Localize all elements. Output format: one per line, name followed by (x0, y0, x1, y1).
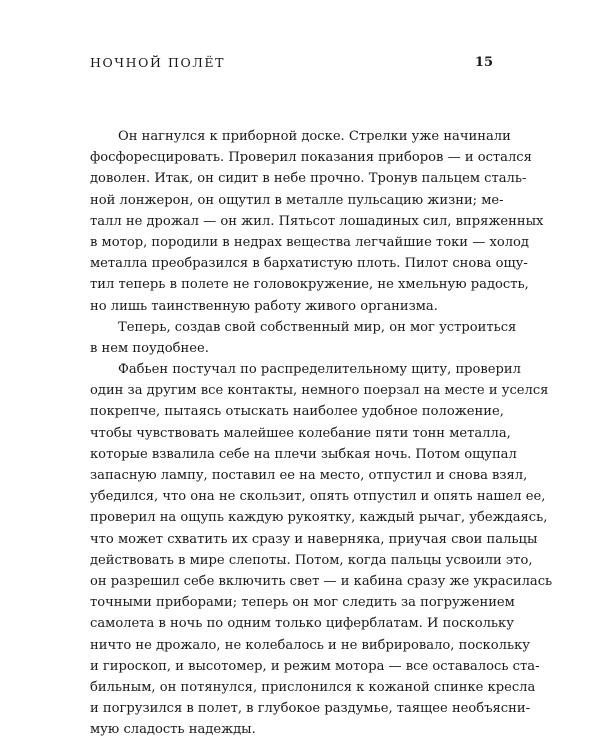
text-line: тил теперь в полете не головокружение, не хмельную радость, (90, 277, 529, 293)
text-line: покрепче, пытаясь отыскать наиболее удобное положение, (90, 404, 504, 420)
text-line: и гироскоп, и высотомер, и режим мотора — все оставалось ста- (90, 658, 540, 674)
running-head (90, 55, 493, 75)
text-line: ной лонжерон, он ощутил в металле пульсацию жизни; ме- (90, 192, 504, 208)
text-line: проверил на ощупь каждую рукоятку, каждый рычаг, убеждаясь, (90, 510, 548, 526)
text-line: точными приборами; теперь он мог следить за погружением (90, 595, 515, 611)
text-line: Теперь, создав свой собственный мир, он мог устроиться (118, 319, 517, 335)
text-line: один за другим все контакты, немного поерзал на месте и уселся (90, 383, 549, 399)
text-line: самолета в ночь по одним только циферблатам. И поскольку (90, 616, 514, 632)
text-line: действовать в мире слепоты. Потом, когда пальцы усвоили это, (90, 552, 533, 568)
text-line: запасную лампу, поставил ее на место, отпустил и снова взял, (90, 468, 528, 483)
text-line: которые взвалила себе на плечи зыбкая ночь. Потом ощупал (90, 446, 517, 462)
text-line: он разрешил себе включить свет — и кабина сразу же украсилась (90, 573, 553, 589)
text-line: доволен. Итак, он сидит в небе прочно. Тронув пальцем сталь- (90, 171, 527, 187)
body-text (90, 126, 553, 740)
text-line: что может схватить их сразу и наверняка, приучая свои пальцы (90, 531, 538, 547)
running-title: НОЧНОЙ ПОЛЁТ (90, 55, 226, 70)
text-line: в нем поудобнее. (90, 340, 209, 356)
text-line: в мотор, породили в недрах вещества легчайшие токи — холод (90, 234, 529, 250)
text-line: талл не дрожал — он жил. Пятьсот лошадиных сил, впряженных (90, 213, 544, 229)
page-number: 15 (474, 55, 493, 70)
text-line: Фабьен постучал по распределительному щиту, проверил (118, 362, 521, 378)
text-line: бильным, он потянулся, прислонился к кожаной спинке кресла (90, 679, 536, 695)
text-line: но лишь таинственную работу живого организма. (90, 298, 438, 314)
text-line: фосфоресцировать. Проверил показания приборов — и остался (90, 150, 532, 166)
text-line: чтобы чувствовать малейшее колебание пяти тонн металла, (90, 425, 511, 441)
text-line: убедился, что она не скользит, опять отпустил и опять нашел ее, (90, 489, 546, 505)
text-line: Он нагнулся к приборной доске. Стрелки уже начинали (118, 129, 511, 144)
text-line: ничто не дрожало, не колебалось и не вибрировало, поскольку (90, 637, 530, 653)
text-line: металла преобразился в бархатистую плоть. Пилот снова ощу- (90, 256, 528, 272)
text-line: мую сладость надежды. (90, 722, 256, 738)
text-line: и погрузился в полет, в глубокое раздумье, таящее необъясни- (90, 701, 530, 717)
